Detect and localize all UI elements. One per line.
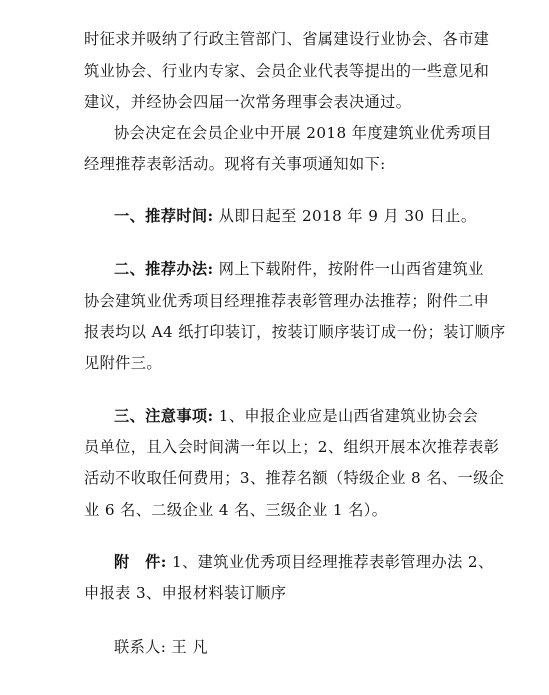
section-notes-text-1: 1、申报企业应是山西省建筑业协会会 (218, 407, 479, 425)
intro-line-3: 建议，并经协会四届一次常务理事会表决通过。 (84, 93, 412, 111)
section-method-text-1: 网上下载附件，按附件一山西省建筑业 (218, 260, 484, 278)
intro-line-2: 筑业协会、行业内专家、会员企业代表等提出的一些意见和 (84, 62, 490, 80)
section-notes-line-4: 业 6 名、二级企业 4 名、三级企业 1 名）。 (84, 501, 388, 519)
section-notes-line-3: 活动不收取任何费用；3、推荐名额（特级企业 8 名、一级企 (84, 469, 505, 487)
section-method-heading: 二、推荐办法: (114, 260, 214, 278)
section-time-heading: 一、推荐时间: (114, 207, 214, 225)
section-time (114, 206, 514, 226)
contact-line: 联系人: 王 凡 (114, 638, 208, 656)
section-attachments-heading: 附 件: (114, 553, 167, 571)
section-notes-heading: 三、注意事项: (114, 407, 214, 425)
section-method-line-3: 报表均以 A4 纸打印装订，按装订顺序装订成一份；装订顺序 (84, 323, 506, 341)
section-time-text: 从即日起至 2018 年 9 月 30 日止。 (218, 207, 477, 225)
section-method-line-2: 协会建筑业优秀项目经理推荐表彰管理办法推荐；附件二申 (84, 292, 490, 310)
intro-line-1: 时征求并吸纳了行政主管部门、省属建设行业协会、各市建 (84, 30, 490, 48)
section-attachments-text-1: 1、建筑业优秀项目经理推荐表彰管理办法 2、 (172, 553, 494, 571)
section-method-line-1 (114, 259, 514, 279)
section-attachments-line-1 (114, 552, 514, 572)
section-notes-line-1 (114, 406, 514, 426)
decision-line-1: 协会决定在会员企业中开展 2018 年度建筑业优秀项目 (114, 124, 493, 142)
section-method-line-4: 见附件三。 (84, 354, 162, 372)
section-notes-line-2: 员单位，且入会时间满一年以上；2、组织开展本次推荐表彰 (84, 438, 500, 456)
decision-line-2: 经理推荐表彰活动。现将有关事项通知如下: (84, 155, 386, 173)
section-attachments-line-2: 申报表 3、申报材料装订顺序 (84, 584, 287, 602)
